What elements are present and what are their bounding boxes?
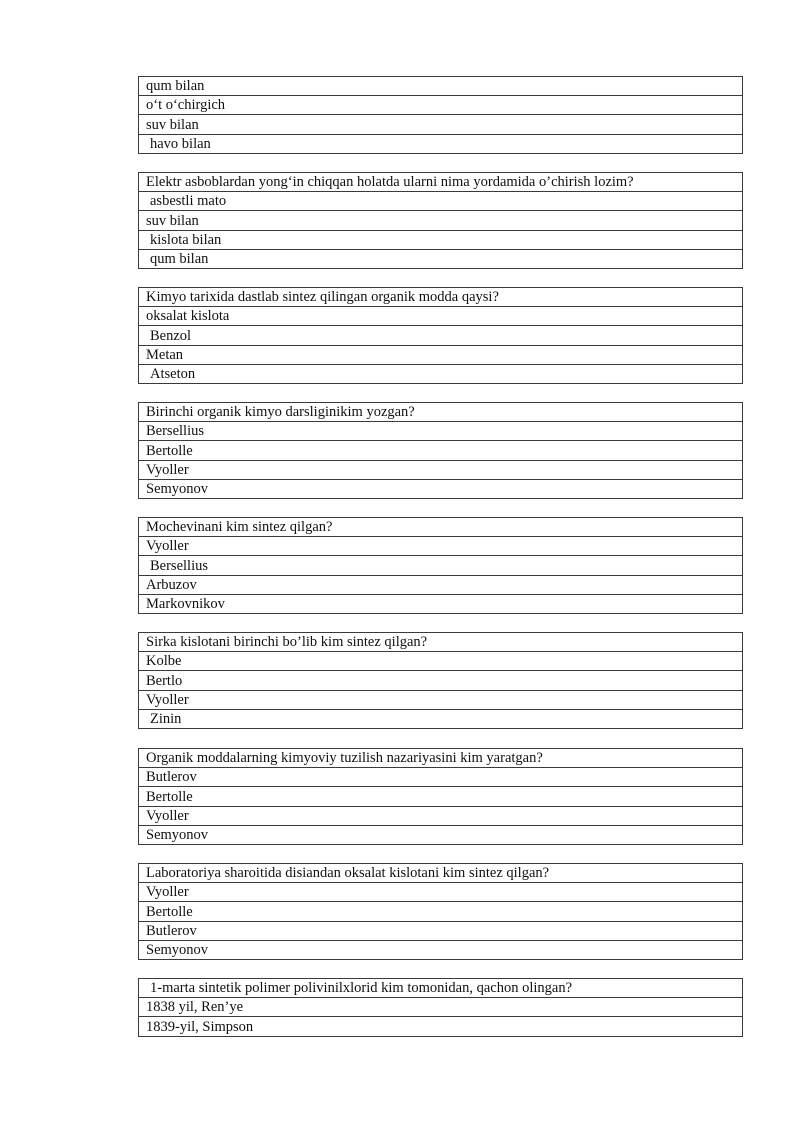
question-text: Sirka kislotani birinchi bo’lib kim sintez qilgan? xyxy=(139,633,743,652)
answer-row xyxy=(139,96,743,115)
answer-text: Benzol xyxy=(139,326,743,345)
answer-text: Vyoller xyxy=(139,460,743,479)
answer-row xyxy=(139,192,743,211)
answer-row xyxy=(139,422,743,441)
answer-row xyxy=(139,825,743,844)
answer-row xyxy=(139,537,743,556)
answer-text: Bersellius xyxy=(139,422,743,441)
question-table xyxy=(138,748,743,845)
answer-text: asbestli mato xyxy=(139,192,743,211)
question-table xyxy=(138,863,743,960)
answer-text: Semyonov xyxy=(139,825,743,844)
answer-text: Markovnikov xyxy=(139,594,743,613)
answer-row xyxy=(139,460,743,479)
answer-row xyxy=(139,883,743,902)
answer-text: Zinin xyxy=(139,709,743,728)
answer-row xyxy=(139,787,743,806)
answer-text: suv bilan xyxy=(139,211,743,230)
answer-text: Bertolle xyxy=(139,441,743,460)
question-table xyxy=(138,632,743,729)
question-table xyxy=(138,978,743,1037)
answer-row xyxy=(139,479,743,498)
answer-text: Vyoller xyxy=(139,806,743,825)
answer-text: Vyoller xyxy=(139,883,743,902)
question-row xyxy=(139,864,743,883)
answer-row xyxy=(139,364,743,383)
answer-row xyxy=(139,594,743,613)
answer-row xyxy=(139,326,743,345)
answer-text: oksalat kislota xyxy=(139,307,743,326)
answer-text: Vyoller xyxy=(139,690,743,709)
answer-row xyxy=(139,77,743,96)
question-text: 1-marta sintetik polimer polivinilxlorid kim tomonidan, qachon olingan? xyxy=(139,979,743,998)
answer-text: Arbuzov xyxy=(139,575,743,594)
answer-text: o‘t o‘chirgich xyxy=(139,96,743,115)
answer-text: suv bilan xyxy=(139,115,743,134)
answer-row xyxy=(139,768,743,787)
answer-row xyxy=(139,921,743,940)
answer-row xyxy=(139,806,743,825)
answer-row xyxy=(139,115,743,134)
question-table xyxy=(138,517,743,614)
answer-text: Bertolle xyxy=(139,787,743,806)
answer-row xyxy=(139,556,743,575)
answer-text: 1838 yil, Ren’ye xyxy=(139,998,743,1017)
answer-row xyxy=(139,134,743,153)
question-row xyxy=(139,979,743,998)
answer-row xyxy=(139,902,743,921)
answer-row xyxy=(139,652,743,671)
answer-text: qum bilan xyxy=(139,249,743,268)
question-text: Elektr asboblardan yong‘in chiqqan holatda ularni nima yordamida o’chirish lozim? xyxy=(139,173,743,192)
answer-text: Atseton xyxy=(139,364,743,383)
answer-text: Bertlo xyxy=(139,671,743,690)
question-table xyxy=(138,172,743,269)
question-text: Birinchi organik kimyo darsliginikim yozgan? xyxy=(139,403,743,422)
answer-row xyxy=(139,249,743,268)
question-row xyxy=(139,749,743,768)
question-text: Laboratoriya sharoitida disiandan oksalat kislotani kim sintez qilgan? xyxy=(139,864,743,883)
answer-text: Semyonov xyxy=(139,940,743,959)
question-row xyxy=(139,288,743,307)
question-row xyxy=(139,518,743,537)
answer-text: 1839-yil, Simpson xyxy=(139,1017,743,1036)
answer-text: qum bilan xyxy=(139,77,743,96)
answer-row xyxy=(139,690,743,709)
answer-text: Kolbe xyxy=(139,652,743,671)
answer-text: Metan xyxy=(139,345,743,364)
question-row xyxy=(139,173,743,192)
answer-text: Butlerov xyxy=(139,921,743,940)
answer-row xyxy=(139,940,743,959)
answer-row xyxy=(139,211,743,230)
question-table xyxy=(138,287,743,384)
answer-text: Semyonov xyxy=(139,479,743,498)
answer-row xyxy=(139,1017,743,1036)
answer-text: havo bilan xyxy=(139,134,743,153)
question-text: Organik moddalarning kimyoviy tuzilish nazariyasini kim yaratgan? xyxy=(139,749,743,768)
question-table xyxy=(138,76,743,154)
answer-text: Bersellius xyxy=(139,556,743,575)
question-table xyxy=(138,402,743,499)
answer-row xyxy=(139,307,743,326)
answer-row xyxy=(139,998,743,1017)
question-row xyxy=(139,633,743,652)
question-text: Mochevinani kim sintez qilgan? xyxy=(139,518,743,537)
answer-text: Butlerov xyxy=(139,768,743,787)
answer-row xyxy=(139,345,743,364)
answer-row xyxy=(139,671,743,690)
answer-text: Bertolle xyxy=(139,902,743,921)
question-text: Kimyo tarixida dastlab sintez qilingan organik modda qaysi? xyxy=(139,288,743,307)
answer-row xyxy=(139,230,743,249)
answer-text: Vyoller xyxy=(139,537,743,556)
answer-row xyxy=(139,575,743,594)
answer-text: kislota bilan xyxy=(139,230,743,249)
question-row xyxy=(139,403,743,422)
answer-row xyxy=(139,441,743,460)
answer-row xyxy=(139,709,743,728)
